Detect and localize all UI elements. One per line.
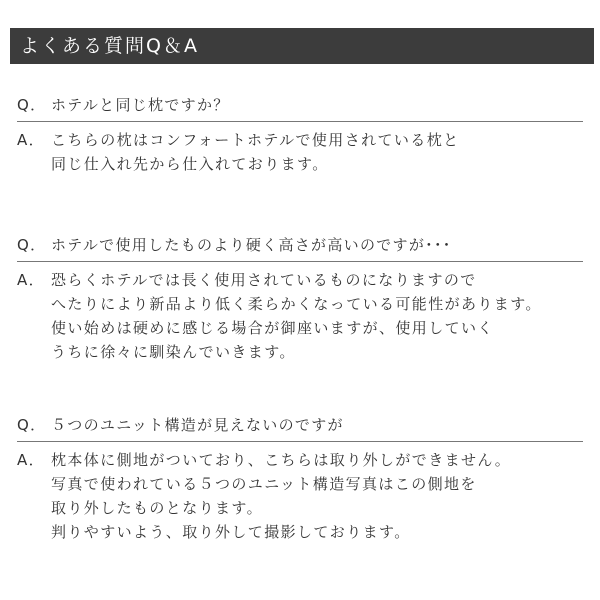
- question-marker: Q．: [17, 236, 47, 254]
- faq-answer-2: [17, 268, 583, 364]
- question-marker: Q．: [17, 96, 47, 114]
- question-text: ホテルで使用したものより硬く高さが高いのですが･･･: [51, 236, 452, 254]
- answer-text: 恐らくホテルでは長く使用されているものになりますので: [51, 271, 477, 289]
- answer-text: 枕本体に側地がついており、こちらは取り外しができません。: [51, 451, 512, 469]
- faq-answer-3: [17, 448, 583, 544]
- answer-text: 写真で使われている５つのユニット構造写真はこの側地を: [51, 475, 477, 493]
- page-title: よくある質問Q＆A: [20, 35, 199, 57]
- answer-text: うちに徐々に馴染んでいきます。: [51, 343, 296, 361]
- answer-line: [17, 340, 583, 364]
- question-text: ホテルと同じ枕ですか？: [51, 96, 230, 114]
- answer-line: [17, 496, 583, 520]
- answer-line: [17, 448, 583, 472]
- answer-marker: A．: [17, 131, 46, 149]
- header-bar: [10, 28, 594, 64]
- faq-question-2: [17, 235, 583, 262]
- faq-item-3: [17, 415, 583, 544]
- faq-item-2: [17, 235, 583, 364]
- faq-answer-1: [17, 128, 583, 176]
- faq-question-1: [17, 95, 583, 122]
- question-marker: Q．: [17, 416, 47, 434]
- answer-line: [17, 268, 583, 292]
- answer-marker: A．: [17, 451, 46, 469]
- faq-question-3: [17, 415, 583, 442]
- answer-line: [17, 316, 583, 340]
- answer-text: 同じ仕入れ先から仕入れております。: [51, 155, 329, 173]
- answer-text: 使い始めは硬めに感じる場合が御座いますが、使用していく: [51, 319, 494, 337]
- answer-line: [17, 152, 583, 176]
- answer-line: [17, 128, 583, 152]
- answer-text: へたりにより新品より低く柔らかくなっている可能性があります。: [51, 295, 542, 313]
- answer-text: 取り外したものとなります。: [51, 499, 264, 517]
- answer-text: 判りやすいよう、取り外して撮影しております。: [51, 523, 411, 541]
- answer-line: [17, 292, 583, 316]
- answer-marker: A．: [17, 271, 46, 289]
- answer-text: こちらの枕はコンフォートホテルで使用されている枕と: [51, 131, 460, 149]
- question-text: ５つのユニット構造が見えないのですが: [51, 416, 344, 434]
- faq-item-1: [17, 95, 583, 176]
- answer-line: [17, 520, 583, 544]
- answer-line: [17, 472, 583, 496]
